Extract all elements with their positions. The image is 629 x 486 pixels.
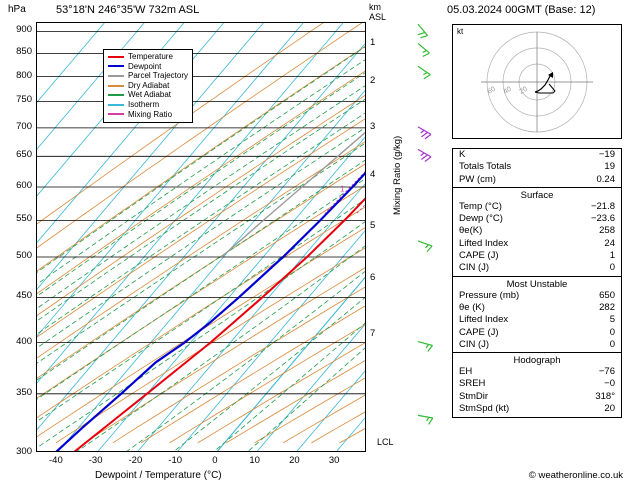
temperature-tick-label: -40 [49, 455, 63, 466]
pressure-tick-label: 300 [16, 446, 32, 457]
index-row [453, 314, 621, 326]
mixing-ratio-lines [325, 23, 366, 214]
legend-item [108, 100, 188, 110]
index-value: 24 [604, 237, 615, 249]
altitude-tick-label: 6 [370, 272, 376, 284]
legend-label-mixing-ratio: Mixing Ratio [128, 109, 173, 119]
temperature-tick-label: -30 [88, 455, 103, 466]
lcl-label: LCL [377, 437, 394, 447]
legend-swatch-mixing-ratio [108, 113, 124, 115]
index-row [453, 201, 621, 213]
index-value: −21.8 [590, 200, 615, 212]
pressure-tick-label: 650 [16, 149, 32, 161]
legend-item [108, 110, 188, 120]
temperature-tick-label: 30 [328, 455, 340, 466]
index-value: 0 [609, 326, 615, 338]
index-value: 1 [609, 250, 615, 262]
legend-swatch-isotherm [108, 104, 124, 106]
legend-item [108, 62, 188, 72]
legend-label-parcel: Parcel Trajectory [128, 71, 189, 81]
svg-text:1: 1 [340, 184, 345, 194]
index-value: 282 [599, 301, 615, 313]
run-datetime: 05.03.2024 00GMT (Base: 12) [447, 4, 596, 16]
index-value: 0.24 [596, 173, 615, 185]
index-row [453, 391, 621, 403]
index-label: EH [459, 366, 473, 378]
x-axis-title: Dewpoint / Temperature (°C) [95, 470, 222, 481]
index-row [453, 149, 621, 161]
index-label: PW (cm) [459, 173, 496, 185]
svg-text:20: 20 [518, 85, 529, 96]
altitude-tick-label: 1 [370, 36, 376, 48]
pressure-tick-label: 800 [16, 69, 32, 81]
hodograph-section-title: Hodograph [513, 355, 561, 367]
hodograph-unit-label: kt [457, 27, 464, 36]
legend-swatch-temperature [108, 56, 124, 58]
index-label: StmSpd (kt) [459, 403, 510, 415]
index-label: θe (K) [459, 301, 485, 313]
legend-item [108, 71, 188, 81]
index-value: 0 [609, 338, 615, 350]
dry-adiabat-lines [37, 23, 366, 443]
copyright-credit: © weatheronline.co.uk [528, 470, 623, 481]
index-row [453, 327, 621, 339]
index-row [453, 366, 621, 378]
temperature-tick-label: 0 [212, 455, 218, 466]
pressure-tick-label: 900 [16, 24, 32, 36]
index-row [453, 262, 621, 274]
index-value: −0 [604, 378, 615, 390]
index-label: K [459, 149, 466, 160]
hodograph-canvas [453, 25, 621, 138]
index-row [453, 339, 621, 351]
index-row [453, 161, 621, 173]
index-label: CAPE (J) [459, 326, 499, 338]
index-label: SREH [459, 378, 486, 390]
legend-swatch-parcel [108, 75, 124, 77]
index-row [453, 250, 621, 262]
pressure-tick-label: 600 [16, 180, 32, 192]
altitude-unit-label [369, 2, 386, 22]
legend-label-wet-adiabat: Wet Adiabat [128, 90, 171, 100]
index-value: −23.6 [590, 213, 615, 225]
altitude-tick-label: 2 [370, 75, 376, 87]
altitude-tick-label: 3 [370, 120, 376, 132]
legend-label-dry-adiabat: Dry Adiabat [128, 80, 170, 90]
index-row [453, 290, 621, 302]
legend-swatch-wet-adiabat [108, 94, 124, 96]
index-value: −76 [598, 366, 615, 378]
index-row [453, 302, 621, 314]
svg-text:60: 60 [486, 85, 497, 96]
index-value: 318° [595, 390, 615, 402]
pressure-tick-label: 700 [16, 120, 32, 132]
legend-item [108, 81, 188, 91]
index-row [453, 403, 621, 417]
pressure-tick-label: 450 [16, 290, 32, 302]
index-label: CAPE (J) [459, 250, 499, 262]
temperature-tick-label: -10 [168, 455, 183, 466]
mixing-ratio-axis-title: Mixing Ratio (g/kg) [392, 135, 403, 215]
legend-item [108, 90, 188, 100]
most-unstable-section-title: Most Unstable [506, 278, 568, 290]
index-row [453, 238, 621, 250]
index-row [453, 174, 621, 186]
temperature-tick-label: 20 [289, 455, 300, 466]
skewt-plot [36, 22, 366, 452]
index-label: θe(K) [459, 225, 483, 237]
index-value: 650 [599, 289, 615, 301]
index-row [453, 213, 621, 225]
index-value: −19 [598, 149, 615, 160]
chart-legend [103, 49, 193, 123]
surface-section-title: Surface [520, 189, 554, 201]
index-label: CIN (J) [459, 338, 490, 350]
index-label: Lifted Index [459, 237, 509, 249]
pressure-tick-label: 500 [16, 249, 32, 261]
legend-label-temperature: Temperature [128, 52, 173, 61]
pressure-tick-label: 850 [16, 46, 32, 58]
legend-swatch-dry-adiabat [108, 85, 124, 87]
index-value: 19 [604, 161, 615, 173]
station-title: 53°18'N 246°35'W 732m ASL [56, 4, 200, 16]
pressure-tick-label: 350 [16, 386, 32, 398]
indices-panel [452, 148, 622, 418]
pressure-unit-label: hPa [8, 4, 26, 15]
divider [453, 187, 621, 188]
index-value: 258 [599, 225, 615, 237]
divider [453, 276, 621, 277]
index-value: 0 [609, 262, 615, 274]
legend-item [108, 52, 188, 62]
svg-text:40: 40 [502, 85, 513, 96]
index-label: Pressure (mb) [459, 289, 520, 301]
index-value: 20 [604, 403, 615, 415]
wind-barb-column [404, 22, 444, 452]
index-value: 5 [609, 314, 615, 326]
temperature-tick-label: 10 [249, 455, 260, 466]
pressure-tick-label: 750 [16, 94, 32, 106]
index-row [453, 378, 621, 390]
legend-label-dewpoint: Dewpoint [128, 61, 162, 71]
pressure-tick-label: 400 [16, 335, 32, 347]
altitude-tick-label: 4 [370, 169, 376, 181]
legend-label-isotherm: Isotherm [128, 99, 160, 109]
index-label: Dewp (°C) [459, 213, 503, 225]
legend-swatch-dewpoint [108, 65, 124, 67]
mixing-ratio-labels [340, 184, 345, 193]
index-label: Lifted Index [459, 314, 509, 326]
hodograph-plot [452, 24, 622, 139]
index-label: Temp (°C) [459, 200, 502, 212]
altitude-tick-label: 7 [370, 328, 376, 339]
asl-label: ASL [369, 12, 387, 22]
index-label: Totals Totals [459, 161, 512, 173]
skewt-canvas [37, 23, 366, 452]
index-label: StmDir [459, 390, 489, 402]
index-label: CIN (J) [459, 262, 490, 274]
index-row [453, 225, 621, 237]
pressure-tick-label: 550 [16, 213, 32, 225]
altitude-tick-label: 5 [370, 220, 376, 232]
km-label: km [369, 2, 381, 12]
divider [453, 352, 621, 353]
temperature-tick-label: -20 [128, 455, 143, 466]
